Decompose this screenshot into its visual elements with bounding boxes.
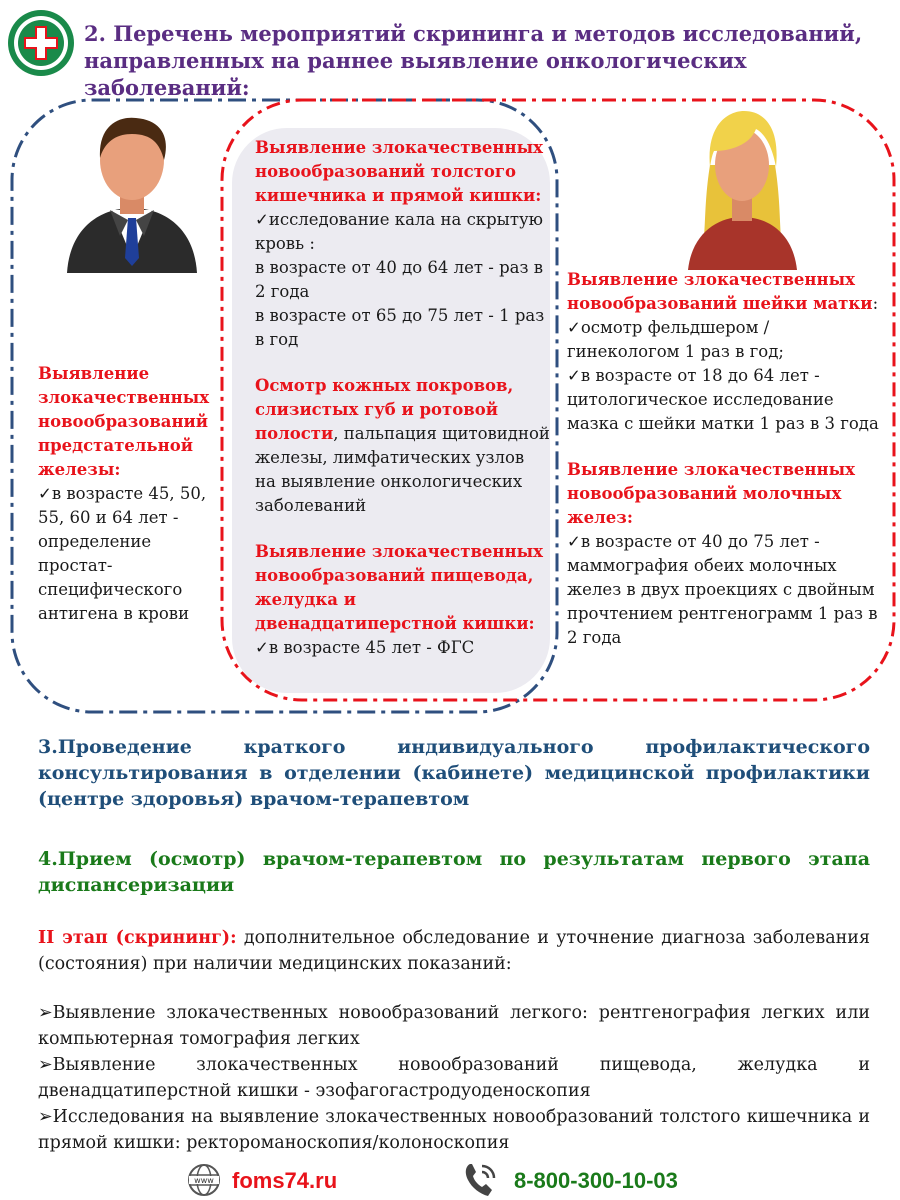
- phone-icon: [462, 1160, 498, 1198]
- cervix-item-1: ✓осмотр фельдшером / гинекологом 1 раз в год;: [567, 318, 784, 361]
- website-link[interactable]: foms74.ru: [232, 1168, 338, 1193]
- stage-2-label: II этап (скрининг):: [38, 928, 237, 948]
- skin-exam-text: , пальпация щитовидной железы, лимфатических узлов на выявление онкологических заболеваний: [255, 424, 550, 515]
- list-item: ➢Исследования на выявление злокачественных новообразований толстого кишечника и прямой кишки: ректороманоскопия/колоноскопия: [38, 1107, 870, 1153]
- prostate-item: ✓в возрасте 45, 50, 55, 60 и 64 лет - определение простат-специфического антигена в крови: [38, 484, 207, 623]
- stage-2-text: дополнительное обследование и уточнение диагноза заболевания (состояния) при наличии медицинских показаний:: [38, 928, 870, 974]
- stage-2-intro: [38, 925, 870, 977]
- page-title: 2. Перечень мероприятий скрининга и методов исследований, направленных на раннее выявление онкологических заболеваний:: [84, 21, 863, 100]
- skin-exam-heading: Осмотр кожных покровов, слизистых губ и ротовой полости: [255, 376, 514, 443]
- breast-heading: Выявление злокачественных новообразований молочных желез:: [567, 460, 855, 527]
- esophagus-heading: Выявление злокачественных новообразований пищевода, желудка и двенадцатиперстной кишки:: [255, 542, 543, 633]
- left-column: [38, 362, 218, 626]
- breast-item: ✓в возрасте от 40 до 75 лет - маммография обеих молочных желез в двух проекциях с двойным прочтением рентгенограмм 1 раз в 2 года: [567, 532, 878, 647]
- cervix-heading: Выявление злокачественных новообразований шейки матки: [567, 270, 873, 313]
- stage-2-list: [38, 1000, 870, 1156]
- woman-icon: [680, 105, 805, 270]
- man-icon: [62, 108, 202, 273]
- list-item: ➢Выявление злокачественных новообразований пищевода, желудка и двенадцатиперстной кишки - эзофагогастродуоденоскопия: [38, 1055, 870, 1101]
- colon-heading: Выявление злокачественных новообразований толстого кишечника и прямой кишки:: [255, 138, 543, 205]
- cervix-block: Выявление злокачественных новообразований шейки матки:: [567, 270, 879, 313]
- globe-icon: [186, 1162, 222, 1198]
- colon-item: ✓исследование кала на скрытую кровь :: [255, 210, 544, 253]
- svg-text:www: www: [194, 1176, 214, 1185]
- esophagus-item: ✓в возрасте 45 лет - ФГС: [255, 638, 475, 657]
- colon-age-2: в возрасте от 65 до 75 лет - 1 раз в год: [255, 306, 545, 349]
- skin-exam-block: [255, 374, 550, 518]
- colon-age-1: в возрасте от 40 до 64 лет - раз в 2 года: [255, 258, 544, 301]
- organization-logo: [6, 8, 76, 78]
- section-4: 4.Прием (осмотр) врачом-терапевтом по результатам первого этапа диспансеризации: [38, 848, 870, 896]
- cervix-item-2: ✓в возрасте от 18 до 64 лет - цитологическое исследование мазка с шейки матки 1 раз в 3 года: [567, 366, 879, 433]
- right-column: [567, 268, 879, 650]
- section-3: 3.Проведение краткого индивидуального профилактического консультирования в отделении (кабинете) медицинской профилактики (центре здоровья) врачом-терапевтом: [38, 736, 870, 810]
- middle-column: [255, 136, 550, 660]
- list-item: ➢Выявление злокачественных новообразований легкого: рентгенография легких или компьютерная томография легких: [38, 1003, 870, 1049]
- prostate-heading: Выявление злокачественных новообразований предстательной железы:: [38, 364, 210, 479]
- phone-link[interactable]: 8-800-300-10-03: [514, 1168, 678, 1193]
